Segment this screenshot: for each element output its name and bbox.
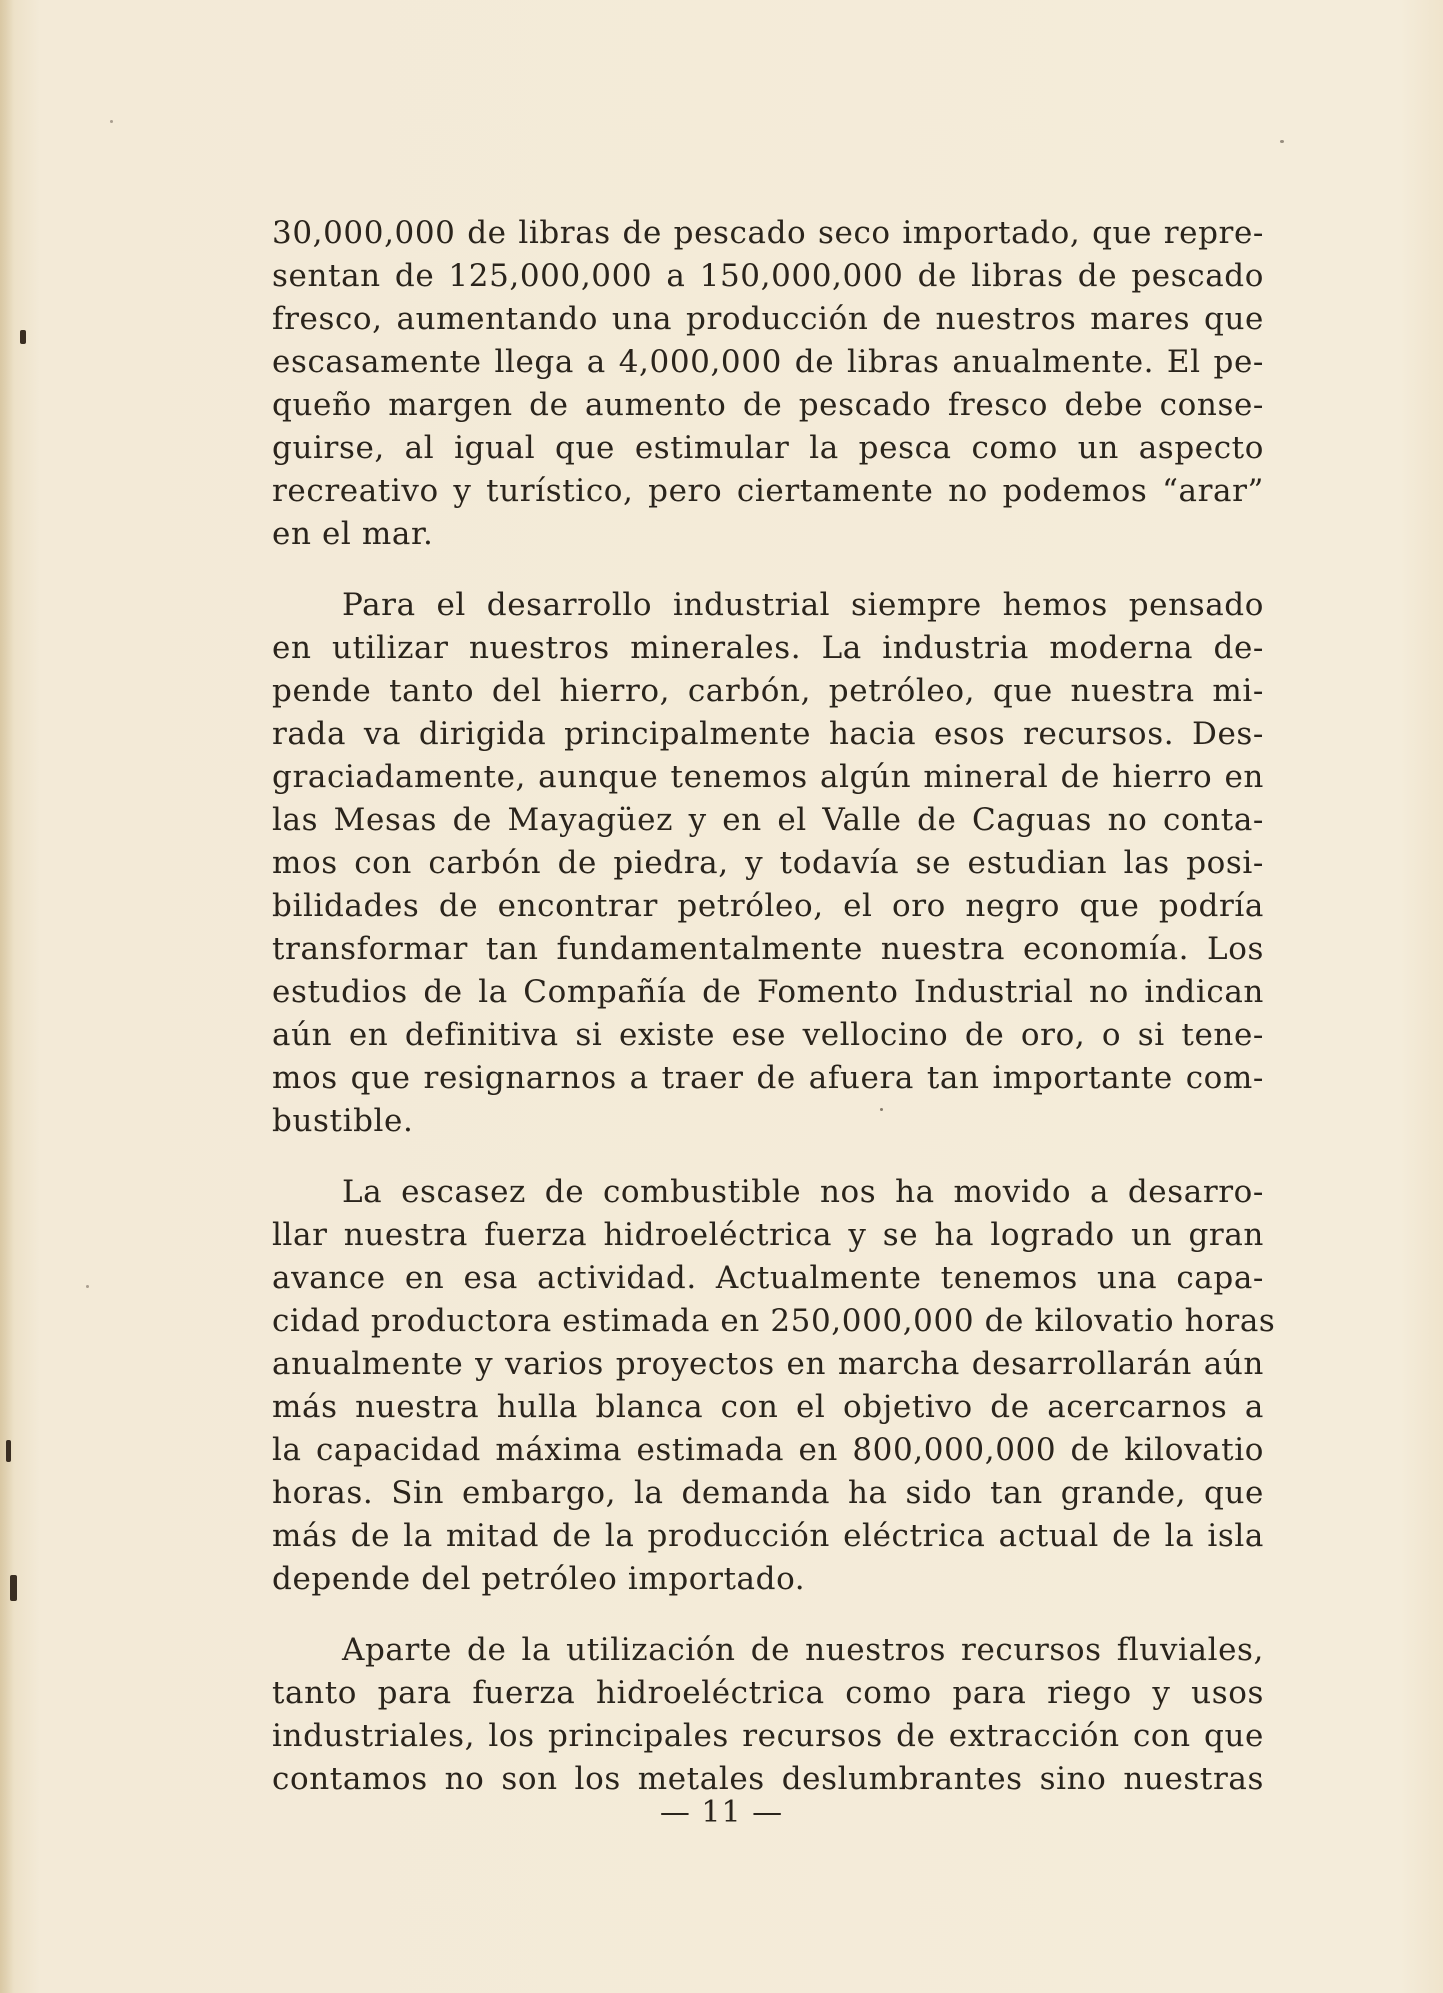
text-line: bilidades de encontrar petróleo, el oro negro que podría [272, 888, 1264, 924]
paragraph-3 [272, 1171, 1276, 1601]
paragraph-4 [272, 1629, 1264, 1801]
text-line: recreativo y turístico, pero ciertamente no podemos “arar” [272, 473, 1264, 509]
text-line: anualmente y varios proyectos en marcha desarrollarán aún [272, 1346, 1264, 1382]
text-line: mos que resignarnos a traer de afuera tan importante com- [272, 1060, 1264, 1096]
text-line: Aparte de la utilización de nuestros recursos fluviales, [342, 1632, 1264, 1668]
paragraph-2 [272, 584, 1264, 1143]
paragraph-1 [272, 212, 1264, 556]
paper-speck [10, 1575, 17, 1601]
paper-speck [86, 1285, 89, 1288]
paper-speck [20, 330, 26, 344]
paper-speck [6, 1440, 11, 1462]
text-line: Para el desarrollo industrial siempre hemos pensado [342, 587, 1264, 623]
text-line: La escasez de combustible nos ha movido a desarro- [342, 1174, 1264, 1210]
text-line: cidad productora estimada en 250,000,000 de kilovatio horas [272, 1303, 1276, 1339]
text-line: mos con carbón de piedra, y todavía se estudian las posi- [272, 845, 1264, 881]
text-line: aún en definitiva si existe ese vellocino de oro, o si tene- [272, 1017, 1264, 1053]
text-line: en utilizar nuestros minerales. La industria moderna de- [272, 630, 1264, 666]
text-line: horas. Sin embargo, la demanda ha sido tan grande, que [272, 1475, 1264, 1511]
text-line: más de la mitad de la producción eléctrica actual de la isla [272, 1518, 1264, 1554]
text-line: transformar tan fundamentalmente nuestra economía. Los [272, 931, 1264, 967]
text-line: contamos no son los metales deslumbrantes sino nuestras [272, 1761, 1264, 1797]
text-line: más nuestra hulla blanca con el objetivo de acercarnos a [272, 1389, 1264, 1425]
paper-speck [1280, 140, 1284, 143]
page-number: — 11 — [659, 1795, 784, 1830]
text-line: llar nuestra fuerza hidroeléctrica y se ha logrado un gran [272, 1217, 1264, 1253]
text-line: escasamente llega a 4,000,000 de libras anualmente. El pe- [272, 344, 1264, 380]
text-line: queño margen de aumento de pescado fresco debe conse- [272, 387, 1264, 423]
body-text [272, 212, 1276, 1829]
text-line: fresco, aumentando una producción de nuestros mares que [272, 301, 1264, 337]
text-line: bustible. [272, 1103, 414, 1139]
text-line: sentan de 125,000,000 a 150,000,000 de libras de pescado [272, 258, 1264, 294]
text-line: 30,000,000 de libras de pescado seco importado, que repre- [272, 215, 1264, 251]
text-line: pende tanto del hierro, carbón, petróleo, que nuestra mi- [272, 673, 1264, 709]
text-line: guirse, al igual que estimular la pesca como un aspecto [272, 430, 1264, 466]
text-line: en el mar. [272, 516, 434, 552]
text-line: tanto para fuerza hidroeléctrica como para riego y usos [272, 1675, 1264, 1711]
page-binding-edge [0, 0, 14, 1993]
text-line: graciadamente, aunque tenemos algún mineral de hierro en [272, 759, 1264, 795]
text-line: avance en esa actividad. Actualmente tenemos una capa- [272, 1260, 1264, 1296]
text-line: rada va dirigida principalmente hacia esos recursos. Des- [272, 716, 1264, 752]
text-line: industriales, los principales recursos de extracción con que [272, 1718, 1264, 1754]
text-line: la capacidad máxima estimada en 800,000,000 de kilovatio [272, 1432, 1264, 1468]
paper-speck [110, 120, 113, 123]
text-line: estudios de la Compañía de Fomento Industrial no indican [272, 974, 1264, 1010]
text-line: las Mesas de Mayagüez y en el Valle de Caguas no conta- [272, 802, 1264, 838]
text-line: depende del petróleo importado. [272, 1561, 806, 1597]
